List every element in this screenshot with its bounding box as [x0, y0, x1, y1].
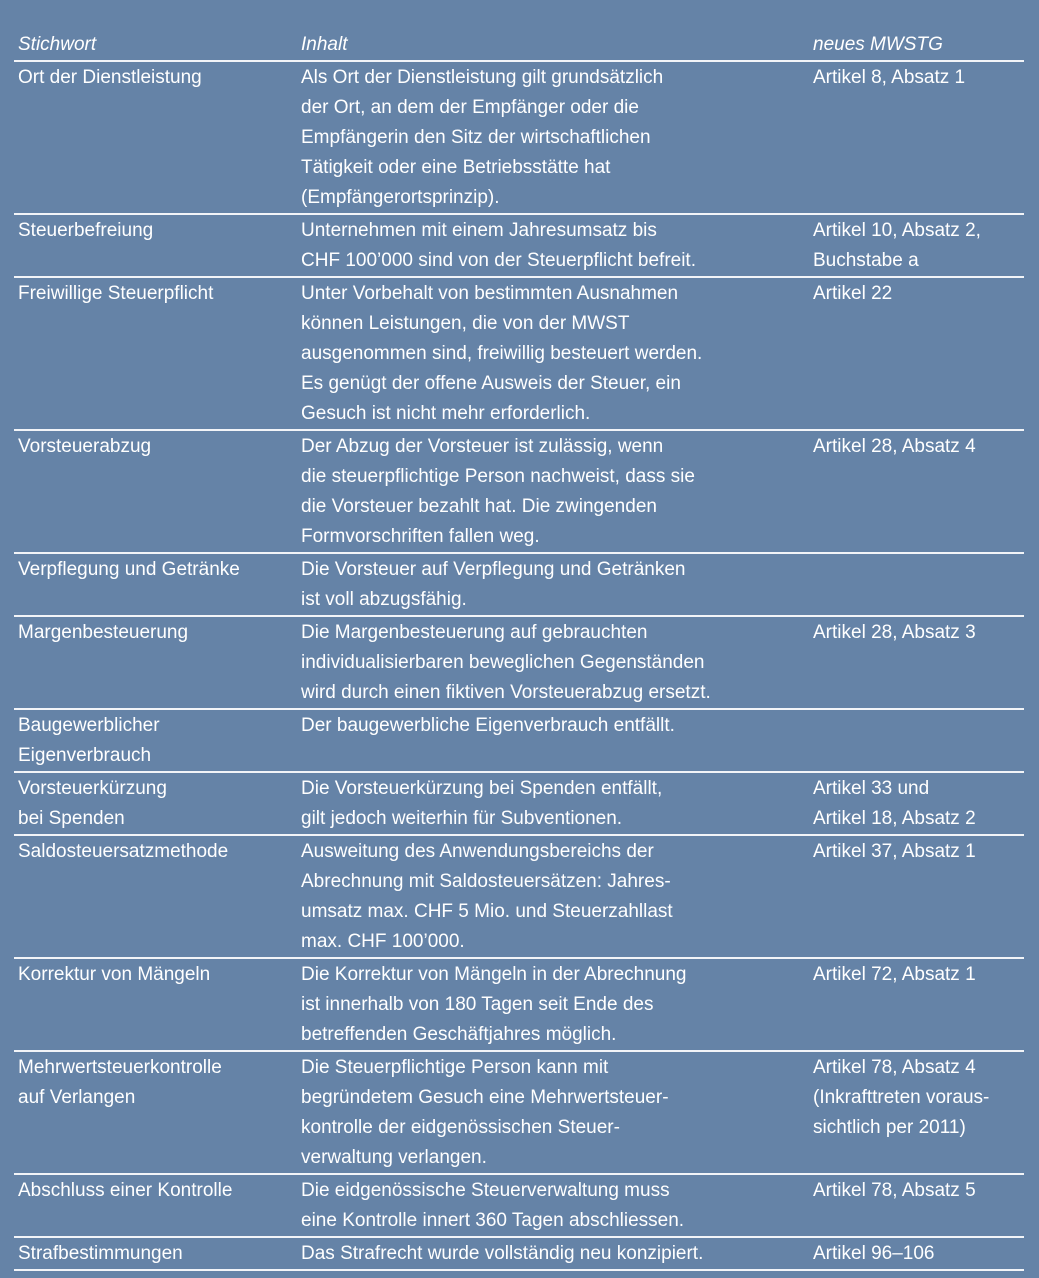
cell-keyword: Vorsteuerabzug [14, 430, 297, 553]
cell-keyword: Margenbesteuerung [14, 616, 297, 709]
cell-content: Unternehmen mit einem Jahresumsatz bis CHF 100’000 sind von der Steuerpflicht befreit. [297, 214, 809, 277]
table-row [14, 61, 1024, 214]
header-keyword: Stichwort [14, 28, 297, 61]
mwstg-table-container [0, 28, 1039, 1271]
cell-law: Artikel 28, Absatz 4 [809, 430, 1024, 553]
table-row [14, 277, 1024, 430]
cell-law: Artikel 22 [809, 277, 1024, 430]
cell-law [809, 553, 1024, 616]
cell-content: Die Vorsteuerkürzung bei Spenden entfällt, gilt jedoch weiterhin für Subventionen. [297, 772, 809, 835]
cell-keyword: Ort der Dienstleistung [14, 61, 297, 214]
cell-law [809, 709, 1024, 772]
cell-keyword: Saldosteuersatzmethode [14, 835, 297, 958]
cell-keyword: Abschluss einer Kontrolle [14, 1174, 297, 1237]
cell-content: Ausweitung des Anwendungsbereichs der Abrechnung mit Saldosteuersätzen: Jahres- umsatz max. CHF 5 Mio. und Steuerzahllast max. CHF 100’000. [297, 835, 809, 958]
cell-content: Die eidgenössische Steuerverwaltung muss eine Kontrolle innert 360 Tagen abschliessen. [297, 1174, 809, 1237]
cell-keyword: Steuerbefreiung [14, 214, 297, 277]
cell-law: Artikel 8, Absatz 1 [809, 61, 1024, 214]
cell-content: Die Korrektur von Mängeln in der Abrechnung ist innerhalb von 180 Tagen seit Ende des betreffenden Geschäftjahres möglich. [297, 958, 809, 1051]
cell-content: Als Ort der Dienstleistung gilt grundsätzlich der Ort, an dem der Empfänger oder die Empfängerin den Sitz der wirtschaftlichen Tätigkeit oder eine Betriebsstätte hat (Empfängerortsprinzip). [297, 61, 809, 214]
table-row [14, 709, 1024, 772]
cell-keyword: Korrektur von Mängeln [14, 958, 297, 1051]
table-header-row [14, 28, 1024, 61]
table-row [14, 616, 1024, 709]
cell-law: Artikel 37, Absatz 1 [809, 835, 1024, 958]
cell-law: Artikel 78, Absatz 4 (Inkrafttreten voraus- sichtlich per 2011) [809, 1051, 1024, 1174]
cell-keyword: Verpflegung und Getränke [14, 553, 297, 616]
cell-law: Artikel 96–106 [809, 1237, 1024, 1270]
table-row [14, 1051, 1024, 1174]
cell-keyword: Baugewerblicher Eigenverbrauch [14, 709, 297, 772]
cell-keyword: Freiwillige Steuerpflicht [14, 277, 297, 430]
cell-content: Der baugewerbliche Eigenverbrauch entfällt. [297, 709, 809, 772]
cell-content: Unter Vorbehalt von bestimmten Ausnahmen können Leistungen, die von der MWST ausgenommen sind, freiwillig besteuert werden. Es genügt der offene Ausweis der Steuer, ein Gesuch ist nicht mehr erforderlich. [297, 277, 809, 430]
cell-law: Artikel 78, Absatz 5 [809, 1174, 1024, 1237]
cell-law: Artikel 28, Absatz 3 [809, 616, 1024, 709]
cell-law: Artikel 33 und Artikel 18, Absatz 2 [809, 772, 1024, 835]
cell-law: Artikel 72, Absatz 1 [809, 958, 1024, 1051]
cell-keyword: Mehrwertsteuerkontrolle auf Verlangen [14, 1051, 297, 1174]
cell-content: Das Strafrecht wurde vollständig neu konzipiert. [297, 1237, 809, 1270]
table-row [14, 430, 1024, 553]
table-row [14, 553, 1024, 616]
table-row [14, 772, 1024, 835]
cell-content: Die Vorsteuer auf Verpflegung und Getränken ist voll abzugsfähig. [297, 553, 809, 616]
cell-law: Artikel 10, Absatz 2, Buchstabe a [809, 214, 1024, 277]
table-row [14, 1237, 1024, 1270]
header-content: Inhalt [297, 28, 809, 61]
cell-keyword: Strafbestimmungen [14, 1237, 297, 1270]
cell-content: Der Abzug der Vorsteuer ist zulässig, wenn die steuerpflichtige Person nachweist, dass sie die Vorsteuer bezahlt hat. Die zwingenden Formvorschriften fallen weg. [297, 430, 809, 553]
mwstg-changes-table [14, 28, 1024, 1271]
header-law: neues MWSTG [809, 28, 1024, 61]
table-row [14, 958, 1024, 1051]
cell-keyword: Vorsteuerkürzung bei Spenden [14, 772, 297, 835]
table-row [14, 1174, 1024, 1237]
table-row [14, 214, 1024, 277]
table-row [14, 835, 1024, 958]
cell-content: Die Margenbesteuerung auf gebrauchten individualisierbaren beweglichen Gegenständen wird durch einen fiktiven Vorsteuerabzug ersetzt. [297, 616, 809, 709]
cell-content: Die Steuerpflichtige Person kann mit begründetem Gesuch eine Mehrwertsteuer- kontrolle der eidgenössischen Steuer- verwaltung verlangen. [297, 1051, 809, 1174]
